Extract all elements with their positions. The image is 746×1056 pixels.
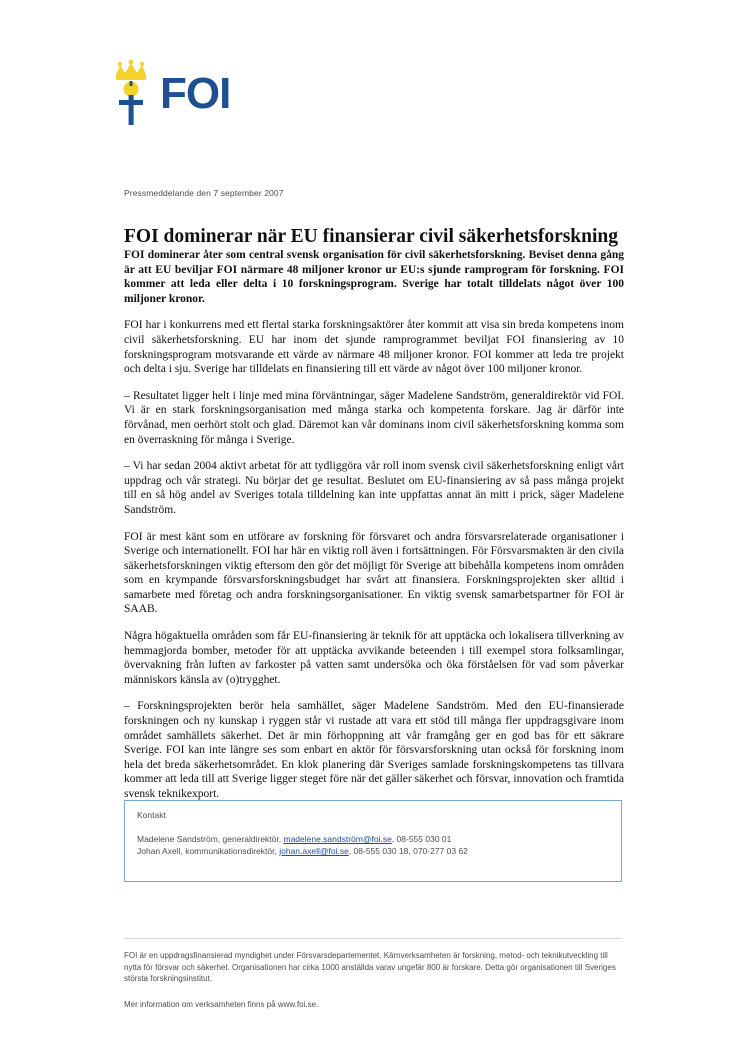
contact-person-1-email-link[interactable]: madelene.sandström@foi.se (283, 834, 392, 844)
contact-person-2 (137, 845, 468, 857)
contact-list (137, 833, 468, 857)
contact-person-1-phone: , 08-555 030 01 (391, 834, 452, 844)
page-title: FOI dominerar när EU finansierar civil säkerhetsforskning (124, 226, 619, 248)
press-meta-line: Pressmeddelande den 7 september 2007 (124, 188, 284, 198)
body-paragraph-6: – Forskningsprojekten berör hela samhället, säger Madelene Sandström. Med den EU-finansierade forskningen och ny kunskap i ryggen står vi rustade att vara ett stöd till många fler uppdragsgivare inom området samhällets säkerhet. Det är min förhoppning att vår framgång ger en god bas för ett säkrare Sverige. FOI kan inte längre ses som enbart en aktör för försvarsforskning utan också för forskning inom hela det breda säkerhetsområdet. En klok planering där Sveriges samlade forskningskompetens tas tillvara kommer att leda till att Sverige ligger steget före när det gäller säkerhet och försvar, innovation och framtida svensk teknikexport. (124, 700, 624, 800)
lead-paragraph: FOI dominerar åter som central svensk organisation för civil säkerhetsforskning. Beviset denna gång är att EU beviljar FOI närmare 48 miljoner kronor ur EU:s sjunde ramprogram för forskning. FOI kommer att leda eller delta i 10 forskningsprogram. Sverige har totalt tilldelats något över 100 miljoner kronor. (124, 249, 624, 305)
article-body (124, 248, 624, 814)
body-paragraph-3: – Vi har sedan 2004 aktivt arbetat för att tydliggöra vår roll inom svensk civil säkerhetsforskning enligt vårt uppdrag och vår strategi. Nu börjar det ge resultat. Beslutet om EU-finansiering av så pass många projekt till en så hög andel av Sveriges totala tilldelning kan inte uppfattas annat än mitt i prick, säger Madelene Sandström. (124, 460, 624, 516)
contact-person-2-name: Johan Axell, kommunikationsdirektör, (137, 846, 280, 856)
foi-logo (110, 58, 230, 130)
contact-person-1 (137, 833, 468, 845)
foi-wordmark: FOI (160, 69, 231, 118)
footer-divider (124, 938, 622, 939)
contact-person-2-email-link[interactable]: johan.axell@foi.se (279, 846, 349, 856)
contact-box (124, 800, 622, 882)
body-paragraph-4: FOI är mest känt som en utförare av forskning för försvaret och andra försvarsrelaterade organisationer i Sverige och internationellt. FOI har här en viktig roll även i fortsättningen. För Försvarsmakten är den civila säkerhetsforskningen viktig eftersom den gör det möjligt för Sverige att bibehålla kompetens inom områden som en krympande försvarsforskningsbudget har svårt att finansiera. Forskningsprojekten sker alltid i samarbete med företag och andra forskningsorganisationer. En viktig svensk samarbetspartner för FOI är SAAB. (124, 530, 624, 616)
body-paragraph-1: FOI har i konkurrens med ett flertal starka forskningsaktörer åter kommit att visa sin breda kompetens inom civil säkerhetsforskning. EU har inom det sjunde ramprogrammet beviljat FOI finansiering av 10 forskningsprogram motsvarande ett värde av närmare 48 miljoner kronor. FOI kommer att leda tre projekt och delta i sju. Sverige har tilldelats en finansiering till ett värde av något över 100 miljoner kronor. (124, 319, 624, 376)
contact-person-1-name: Madelene Sandström, generaldirektör, (137, 834, 284, 844)
contact-person-2-phone: , 08-555 030 18, 070-277 03 62 (348, 846, 468, 856)
foi-crown-emblem-icon (110, 59, 154, 129)
contact-title: Kontakt (137, 810, 166, 820)
footer-more-info: Mer information om verksamheten finns på www.foi.se. (124, 1000, 319, 1009)
body-paragraph-5: Några högaktuella områden som får EU-finansiering är teknik för att upptäcka och lokalisera tillverkning av hemmagjorda bomber, metoder för att upptäcka avvikande beteenden i till exempel stora folksamlingar, övervakning från luften av farkoster på vatten samt undersöka och öka förståelsen för vad som påverkar människors känsla av (o)trygghet. (124, 630, 624, 686)
body-paragraph-2: – Resultatet ligger helt i linje med mina förväntningar, säger Madelene Sandström, generaldirektör vid FOI. Vi är en stark forskningsorganisation med många starka och kompetenta forskare. Jag är därför inte förvånad, men oerhört stolt och glad. Däremot kan vår dominans inom civil säkerhetsforskning komma som en överraskning för många i Sverige. (124, 389, 624, 446)
footer-about-text: FOI är en uppdragsfinansierad myndighet under Försvarsdepartementet. Kärnverksamheten är forskning, metod- och teknikutveckling till nytta för försvar och säkerhet. Organisationen har cirka 1000 anställda varav ungefär 800 är forskare. Detta gör organisationen till Sveriges största forskningsinstitut. (124, 951, 616, 983)
